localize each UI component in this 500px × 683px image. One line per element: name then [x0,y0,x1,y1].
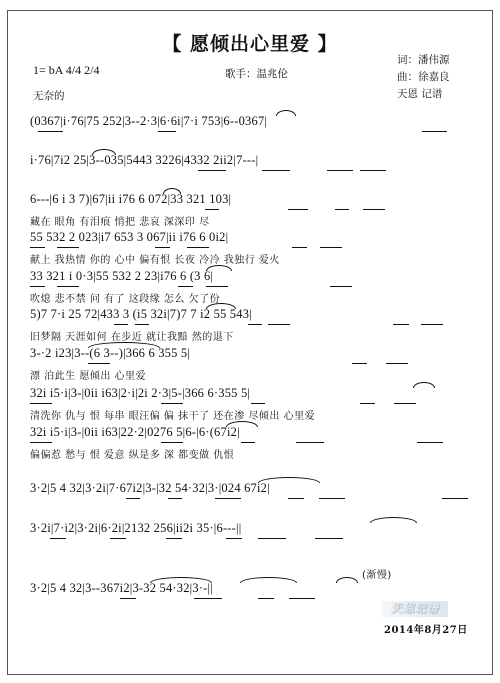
notation-line: 33 321 i 0·3|55 532 2 23|i76 6 (3 6| [30,269,214,283]
score-sheet [7,10,493,675]
notation-line: 6---|6 i 3 7)|67|ii i76 6 072|33 321 103| [30,192,232,206]
lyric-line: (渐慢) [362,570,392,581]
composer-credit: 曲：徐嘉良 [397,71,450,83]
lyricist-credit: 词：潘伟源 [397,54,450,66]
singer-credit: 歌手：温兆伦 [225,68,288,80]
notation-line: i·76|7i2 25|3--035|5443 3226|4332 2ii2|7---| [30,153,259,167]
lyric-line: 献上 我热情 你的 心中 偏有恨 长夜 冷冷 我独行 爱火 [30,255,280,266]
lyric-line: 清洗你 仇与 恨 每串 眼汪偏 偏 抹干了 还在渗 尽倾出 心里爱 [30,411,316,422]
lyric-line: 藏在 眼角 有泪痕 悄把 悲哀 深深印 尽 [30,217,210,228]
scorer-stamp: 天恩记谱 [382,601,448,617]
notation-line: 3·2|5 4 32|3·2i|7·67i2|3-|32 54·32|3·|024 67i2| [30,481,270,495]
notation-line: 3-·2 i23|3--(6 3--)|366 6 355 5| [30,346,191,360]
key-signature: 1= bA 4/4 2/4 [33,63,100,77]
notation-line: 55 532 2 023|i7 653 3 067|ii i76 6 0i2| [30,230,229,244]
lyric-line: 漂 泊此生 愿倾出 心里爱 [30,371,147,382]
notation-line: (0367|i·76|75 252|3--2·3|6·6i|7·i 753|6--0367| [30,114,268,128]
lyric-line: 旧梦隔 天涯如何 在步近 就让我黯 然的退下 [30,332,234,343]
notation-line: 32i i5·i|3-|0ii i63|22·2|0276 5|6-|6·(67i2| [30,425,240,439]
notation-line: 32i i5·i|3-|0ii i63|2·i|2i 2·3|5-|366 6·355 5| [30,386,251,400]
notation-line: 3·2i|7·i2|3·2i|6·2i|2132 256|ii2i 35·|6---|| [30,521,242,535]
lyric-line: 吹熄 悲不禁 问 有了 这段缘 怎么 欠了份 [30,294,221,305]
expression-remark: 无奈的 [33,90,65,102]
score-date: 2014年8月27日 [384,625,468,636]
notation-line: 5)7 7·i 25 72|433 3 (i5 32i|7)7 7 i2 55 543| [30,307,252,321]
notation-line: 3·2|5 4 32|3--367i2|3-32 54·32|3·-|| [30,581,213,595]
lyric-line: 偏偏惹 愁与 恨 爱意 纵是多 深 都变做 仇恨 [30,450,235,461]
scorer-credit: 天恩 记谱 [397,88,443,100]
song-title: 【 愿倾出心里爱 】 [162,33,338,55]
